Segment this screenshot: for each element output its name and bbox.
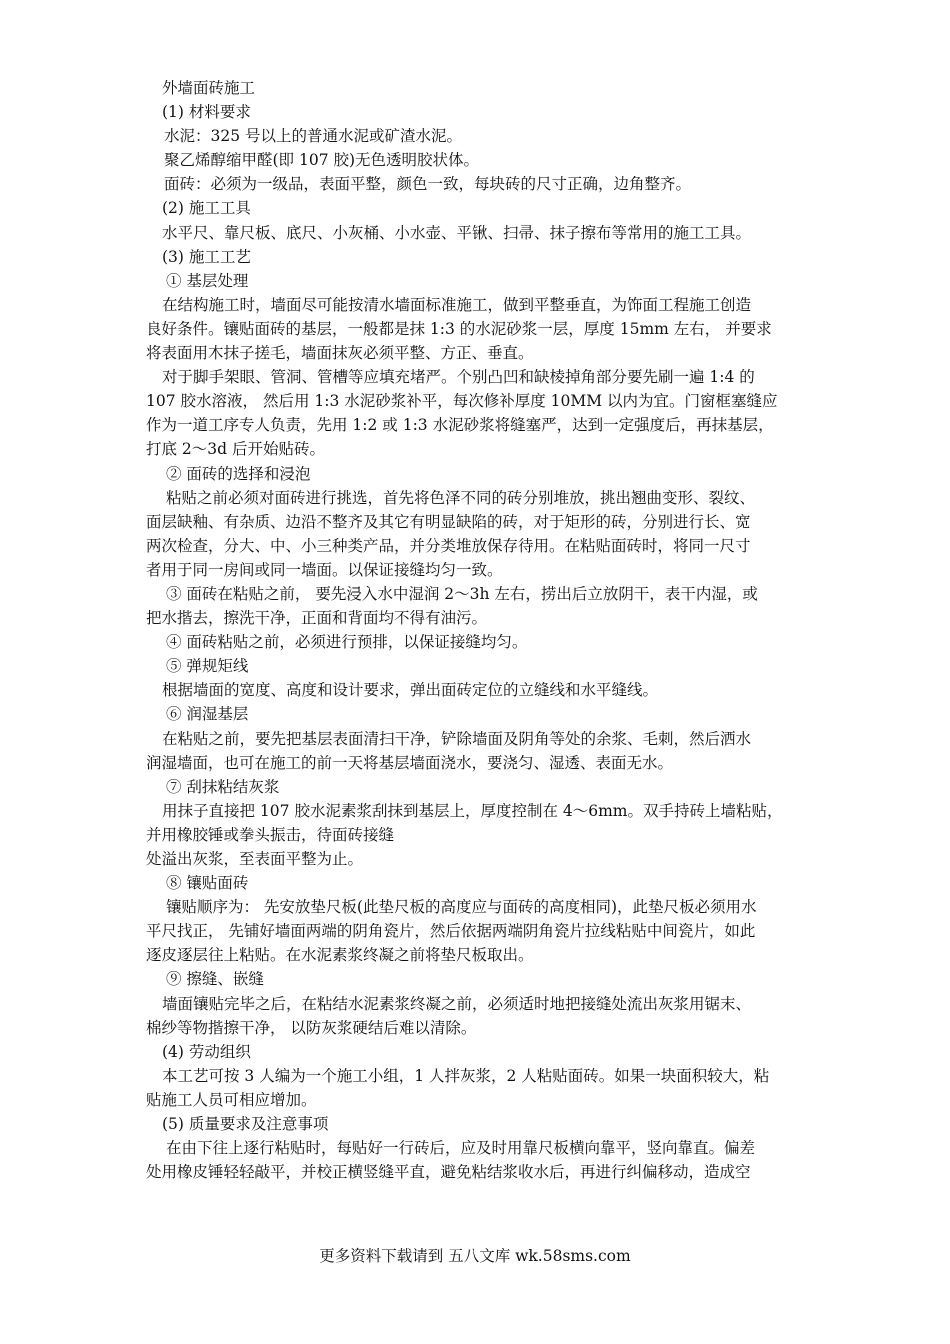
text-line: 将表面用木抹子搓毛，墙面抹灰必须平整、方正、垂直。 xyxy=(146,344,534,363)
text-line: 者用于同一房间或同一墙面。以保证接缝均匀一致。 xyxy=(146,560,503,579)
text-line: 逐皮逐层往上粘贴。在水泥素浆终凝之前将垫尺板取出。 xyxy=(146,946,534,965)
text-line: 水泥：325 号以上的普通水泥或矿渣水泥。 xyxy=(164,127,463,146)
text-line: ⑥ 润湿基层 xyxy=(166,705,249,724)
text-line: 贴施工人员可相应增加。 xyxy=(146,1090,317,1109)
text-line: ① 基层处理 xyxy=(166,271,249,290)
text-line: (4) 劳动组织 xyxy=(162,1042,251,1061)
text-line: 打底 2～3d 后开始贴砖。 xyxy=(146,440,325,459)
text-line: 良好条件。镶贴面砖的基层，一般都是抹 1:3 的水泥砂浆一层，厚度 15mm 左右， 并要求 xyxy=(146,319,772,338)
text-line: (3) 施工工艺 xyxy=(162,247,251,266)
text-line: 润湿墙面，也可在施工的前一天将基层墙面浇水，要浇匀、湿透、表面无水。 xyxy=(146,753,674,772)
text-line: 作为一道工序专人负责，先用 1:2 或 1:3 水泥砂浆将缝塞严，达到一定强度后，再抹基层， xyxy=(146,416,774,435)
text-line: ④ 面砖粘贴之前，必须进行预排，以保证接缝均匀。 xyxy=(166,633,528,652)
page-footer: 更多资料下载请到 五八文库 wk.58sms.com xyxy=(319,1247,631,1265)
text-line: 本工艺可按 3 人编为一个施工小组，1 人拌灰浆，2 人粘贴面砖。如果一块面积较大，粘 xyxy=(162,1066,770,1085)
text-line: 107 胶水溶液， 然后用 1:3 水泥砂浆补平，每次修补厚度 10MM 以内为宜。门窗框塞缝应 xyxy=(146,392,778,411)
text-line: 根据墙面的宽度、高度和设计要求，弹出面砖定位的立缝线和水平缝线。 xyxy=(162,681,659,700)
text-line: ⑦ 刮抹粘结灰浆 xyxy=(166,777,280,796)
text-line: 用抹子直接把 107 胶水泥素浆刮抹到基层上，厚度控制在 4～6mm。双手持砖上墙粘贴， xyxy=(162,801,783,820)
text-line: 粘贴之前必须对面砖进行挑选，首先将色泽不同的砖分别堆放，挑出翘曲变形、裂纹、 xyxy=(166,488,756,507)
text-line: 把水揩去，擦洗干净，正面和背面均不得有油污。 xyxy=(146,609,488,628)
text-line: 在粘贴之前，要先把基层表面清扫干净，铲除墙面及阴角等处的余浆、毛刺，然后洒水 xyxy=(162,729,752,748)
text-line: 面砖：必须为一级品，表面平整，颜色一致，每块砖的尺寸正确，边角整齐。 xyxy=(164,175,692,194)
text-line: ③ 面砖在粘贴之前， 要先浸入水中湿润 2～3h 左右，捞出后立放阴干，表干内湿，或 xyxy=(166,584,758,603)
text-line: 在由下往上逐行粘贴时，每贴好一行砖后，应及时用靠尺板横向靠平，竖向靠直。偏差 xyxy=(166,1139,756,1158)
text-line: 对于脚手架眼、管洞、管槽等应填充堵严。个别凸凹和缺棱掉角部分要先刷一遍 1:4 的 xyxy=(162,368,755,387)
text-line: 墙面镶贴完毕之后，在粘结水泥素浆终凝之前，必须适时地把接缝处流出灰浆用锯末、 xyxy=(162,994,752,1013)
text-line: 在结构施工时，墙面尽可能按清水墙面标准施工，做到平整垂直，为饰面工程施工创造 xyxy=(162,295,752,314)
text-line: (1) 材料要求 xyxy=(162,103,251,122)
text-line: ⑨ 擦缝、嵌缝 xyxy=(166,970,264,989)
text-line: 处用橡皮锤轻轻敲平，并校正横竖缝平直，避免粘结浆收水后，再进行纠偏移动，造成空 xyxy=(146,1163,751,1182)
text-line: 面层缺釉、有杂质、边沿不整齐及其它有明显缺陷的砖，对于矩形的砖，分别进行长、宽 xyxy=(146,512,751,531)
text-line: 并用橡胶锤或拳头振击，待面砖接缝 xyxy=(146,825,395,844)
text-line: 处溢出灰浆，至表面平整为止。 xyxy=(146,850,364,868)
text-line: ⑤ 弹规矩线 xyxy=(166,657,249,676)
text-line: (5) 质量要求及注意事项 xyxy=(162,1115,329,1134)
text-line: 外墙面砖施工 xyxy=(162,79,256,97)
text-line: 平尺找正， 先铺好墙面两端的阴角瓷片，然后依据两端阴角瓷片拉线粘贴中间瓷片，如此 xyxy=(146,922,756,941)
text-line: 棉纱等物揩擦干净， 以防灰浆硬结后难以清除。 xyxy=(146,1018,477,1037)
text-line: 两次检查，分大、中、小三种类产品，并分类堆放保存待用。在粘贴面砖时，将同一尺寸 xyxy=(146,536,751,555)
text-line: 镶贴顺序为： 先安放垫尺板(此垫尺板的高度应与面砖的高度相同)，此垫尺板必须用水 xyxy=(166,898,757,917)
text-line: 水平尺、靠尺板、底尺、小灰桶、小水壶、平锹、扫帚、抹子擦布等常用的施工工具。 xyxy=(162,223,752,242)
text-line: ⑧ 镶贴面砖 xyxy=(166,874,249,893)
text-line: ② 面砖的选择和浸泡 xyxy=(166,464,311,483)
text-line: 聚乙烯醇缩甲醛(即 107 胶)无色透明胶状体。 xyxy=(164,151,480,170)
document-body xyxy=(146,76,822,1184)
text-line: (2) 施工工具 xyxy=(162,199,251,218)
